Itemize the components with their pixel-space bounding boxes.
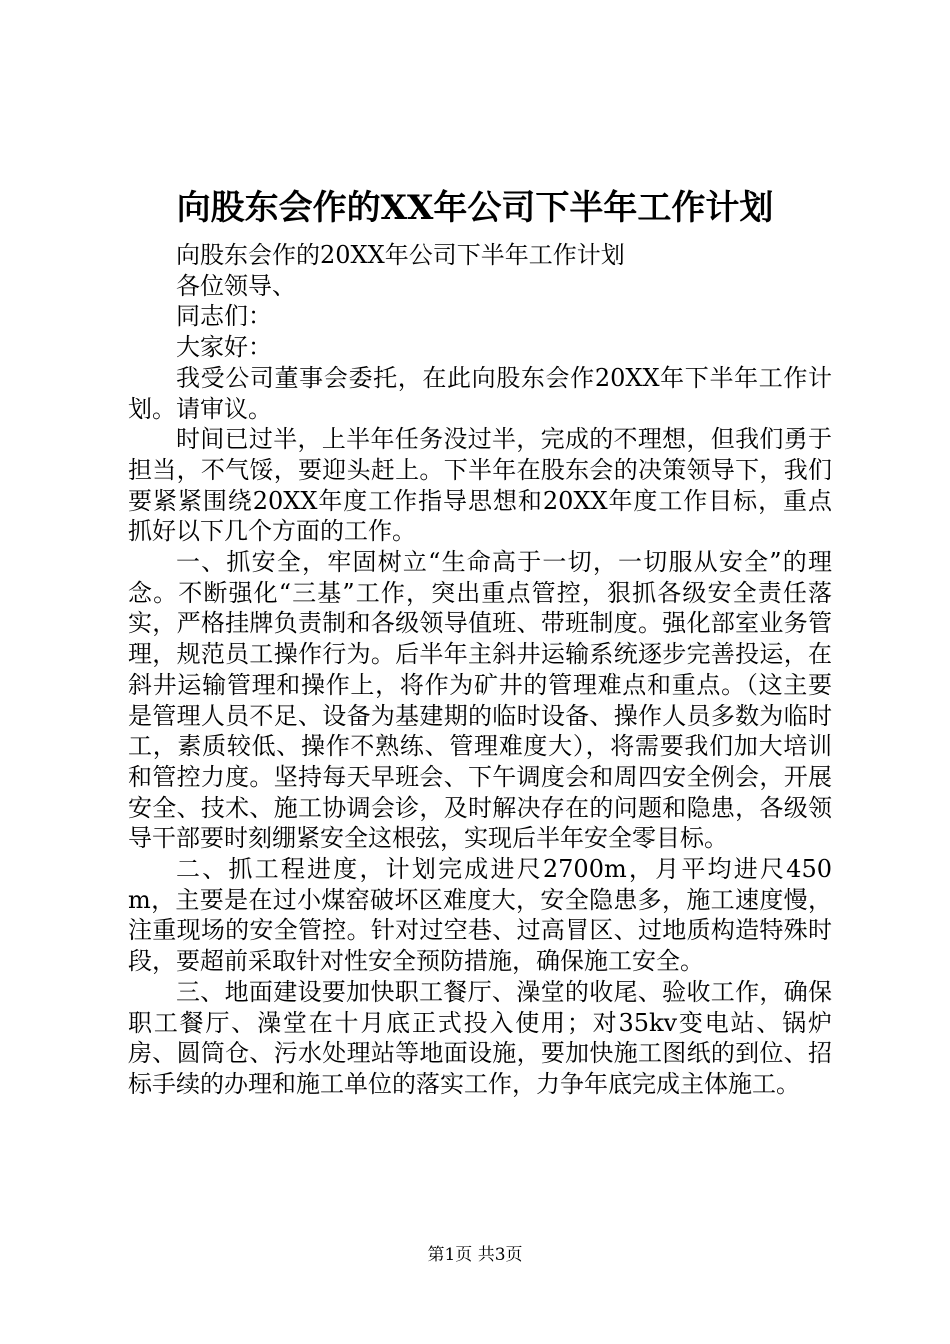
intro-paragraph: 我受公司董事会委托，在此向股东会作20XX年下半年工作计划。请审议。 [128,363,832,423]
page-footer: 第1页 共3页 [427,1245,523,1265]
progress-paragraph: 二、抓工程进度，计划完成进尺2700m，月平均进尺450m，主要是在过小煤窑破坏区难度大，安全隐患多，施工速度慢，注重现场的安全管控。针对过空巷、过高冒区、过地质构造特殊时段，要超前采取针对性安全预防措施，确保施工安全。 [128,855,832,976]
page-title: 向股东会作的XX年公司下半年工作计划 [176,188,774,228]
salutation-leaders: 各位领导、 [176,271,296,300]
overview-paragraph: 时间已过半，上半年任务没过半，完成的不理想，但我们勇于担当，不气馁，要迎头赶上。下半年在股东会的决策领导下，我们要紧紧围绕20XX年度工作指导思想和20XX年度工作目标，重点抓好以下几个方面的工作。 [128,425,832,546]
document-body [128,240,832,1100]
salutation-all: 大家好： [176,333,272,362]
salutation-comrades: 同志们： [176,302,272,331]
safety-paragraph: 一、抓安全，牢固树立“生命高于一切，一切服从安全”的理念。不断强化“三基”工作，突出重点管控，狠抓各级安全责任落实，严格挂牌负责制和各级领导值班、带班制度。强化部室业务管理，规范员工操作行为。后半年主斜井运输系统逐步完善投运，在斜井运输管理和操作上，将作为矿井的管理难点和重点。（这主要是管理人员不足、设备为基建期的临时设备、操作人员多数为临时工，素质较低、操作不熟练、管理难度大），将需要我们加大培训和管控力度。坚持每天早班会、下午调度会和周四安全例会，开展安全、技术、施工协调会诊，及时解决存在的问题和隐患，各级领导干部要时刻绷紧安全这根弦，实现后半年安全零目标。 [128,548,832,853]
construction-paragraph: 三、地面建设要加快职工餐厅、澡堂的收尾、验收工作，确保职工餐厅、澡堂在十月底正式投入使用；对35kv变电站、锅炉房、圆筒仓、污水处理站等地面设施，要加快施工图纸的到位、招标手续的办理和施工单位的落实工作，力争年底完成主体施工。 [128,977,832,1098]
subtitle-paragraph: 向股东会作的20XX年公司下半年工作计划 [176,241,625,269]
